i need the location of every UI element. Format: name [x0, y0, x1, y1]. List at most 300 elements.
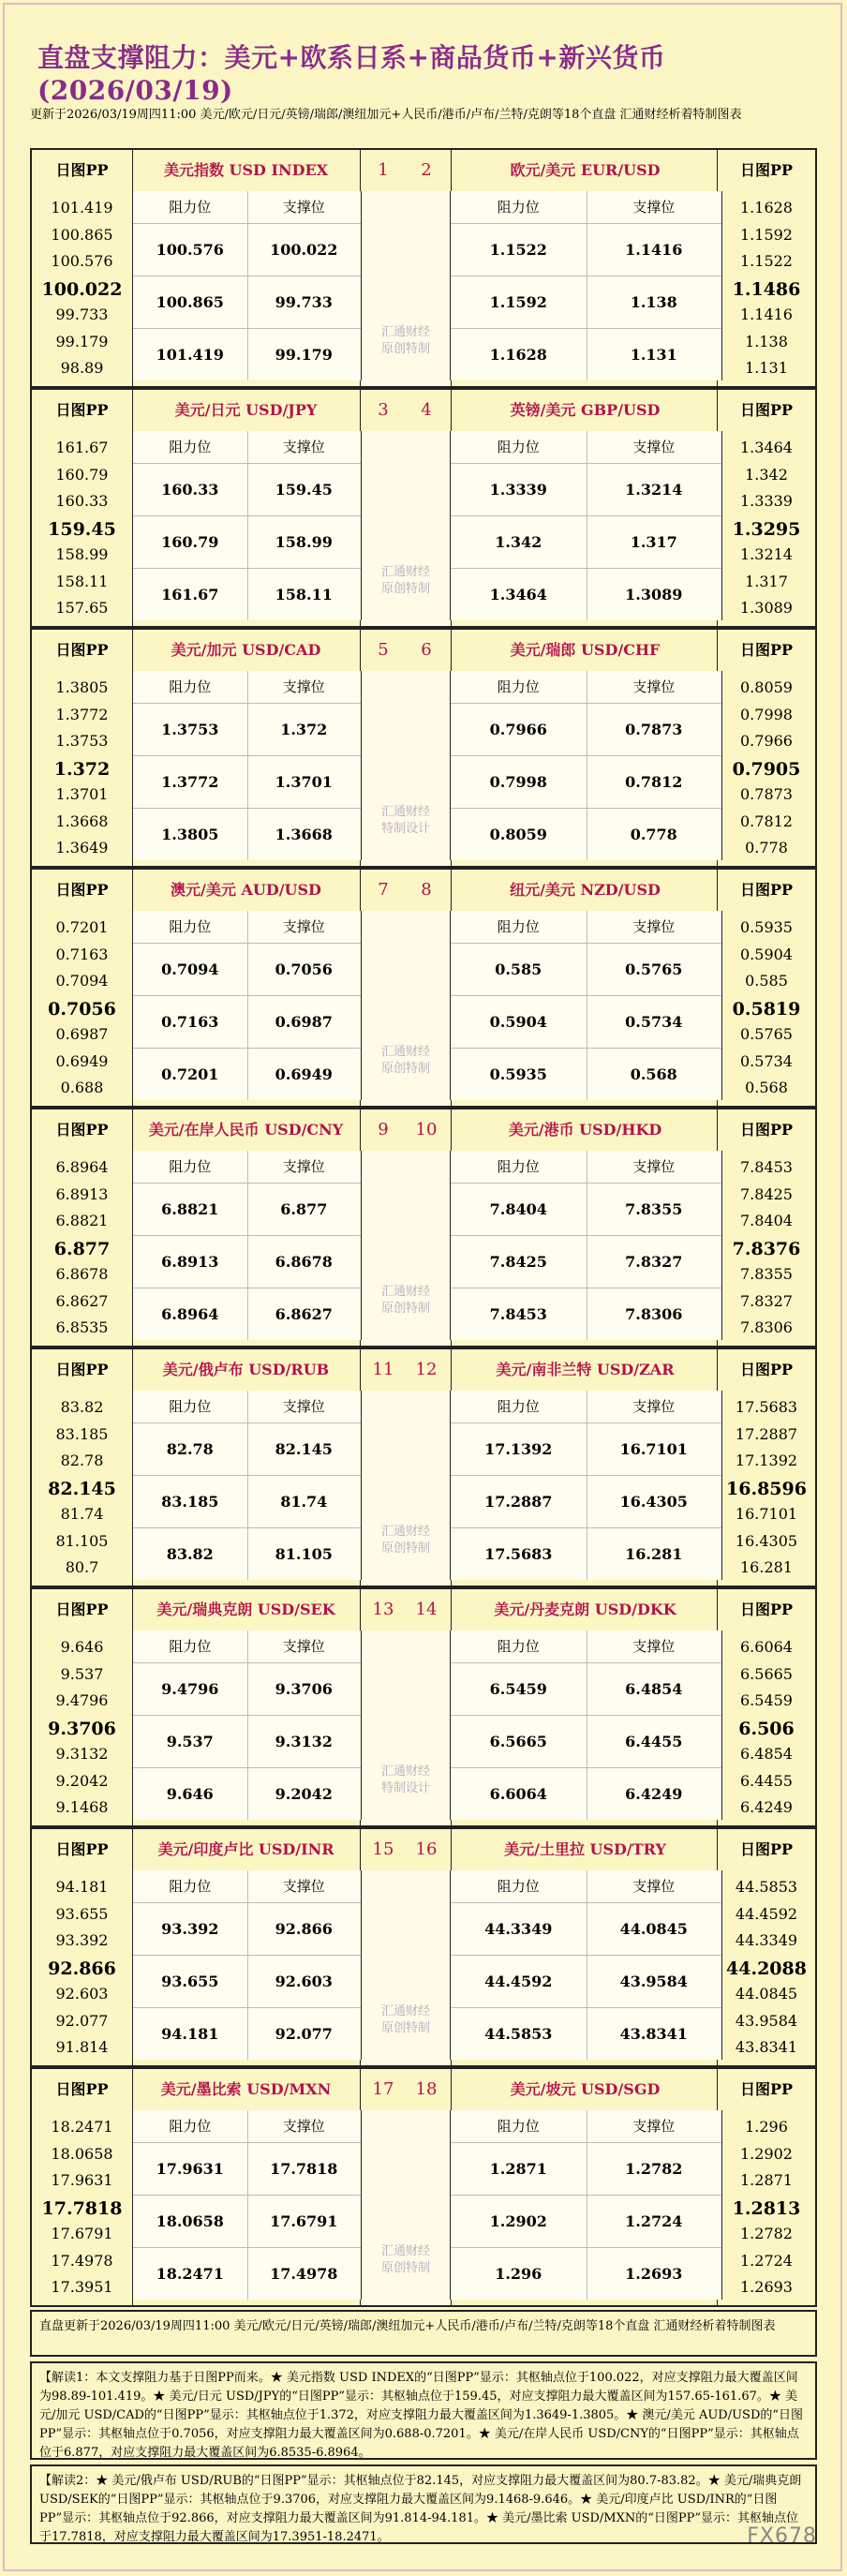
interpretation-2-text: 【解读2：★ 美元/俄卢布 USD/RUB的“日图PP”显示：其枢轴点位于82.145，对应支撑阻力最大覆盖区间为80.7-83.82。★ 美元/瑞典克朗 USD/SEK的“日图PP”显示：其枢轴点位于9.3706，对应支撑阻力最大覆盖区间为9.1468-9.646。★ 美元/印度卢比 USD/INR的“日图PP”显示：其枢轴点位于92.866，对应支撑阻力最大覆盖区间为91.814-94.181。★ 美元/墨比索 USD/MXN的“日图PP”显示：其枢轴点位于17.7818，对应支撑阻力最大覆盖区间为17.3951-18.2471。: [39, 2474, 802, 2544]
pair-name: 纽元/美元 NZD/USD: [510, 881, 661, 899]
resistance-header: 阻力位: [451, 191, 587, 224]
levels-table: [132, 431, 362, 620]
pair-number: 1: [378, 160, 389, 180]
pp-level-value: 82.78: [60, 1452, 104, 1469]
resistance-header: 阻力位: [133, 1151, 247, 1184]
pair-number: 10: [415, 1120, 438, 1139]
pair-name: 美元/瑞典克朗 USD/SEK: [156, 1601, 335, 1618]
resistance-value: 6.8913: [133, 1235, 247, 1288]
support-header: 支撑位: [587, 431, 722, 464]
pp-level-value: 160.33: [55, 492, 109, 510]
pp-column: [32, 1109, 133, 1346]
pair-name: 英镑/美元 GBP/USD: [510, 401, 661, 419]
pp-column: [32, 1829, 133, 2065]
pp-header: 日图PP: [55, 1601, 109, 1618]
pp-level-value: 158.99: [55, 545, 109, 563]
resistance-value: 0.5935: [451, 1048, 587, 1101]
pp-level-value: 1.2782: [740, 2225, 793, 2242]
pp-level-value: 16.7101: [735, 1505, 798, 1523]
resistance-header: 阻力位: [133, 671, 247, 704]
support-value: 1.131: [587, 328, 722, 381]
watermark-text: 原创特制: [380, 1541, 430, 1556]
interpretation-1-text: 【解读1：本文支撑阻力基于日图PP而来。★ 美元指数 USD INDEX的“日图PP”显示：其枢轴点位于100.022，对应支撑阻力最大覆盖区间为98.89-101.419。★ 美元/日元 USD/JPY的“日图PP”显示：其枢轴点位于159.45，对应支撑阻力最大覆盖区间为157.65-161.67。★ 美元/加元 USD/CAD的“日图PP”显示：其枢轴点位于1.372，对应支撑阻力最大覆盖区间为1.3649-1.3805。★ 澳元/美元 AUD/USD的“日图PP”显示：其枢轴点位于0.7056，对应支撑阻力最大覆盖区间为0.688-0.7201。★ 美元/在岸人民币 USD/CNY的“日图PP”显示：其枢轴点位于6.877，对应支撑阻力最大覆盖区间为6.8535-6.8964。: [39, 2371, 804, 2460]
watermark-text: 汇通财经: [380, 565, 430, 579]
watermark-text: 原创特制: [380, 1302, 430, 1316]
resistance-header: 阻力位: [451, 2110, 587, 2143]
pp-level-value: 1.3753: [55, 732, 109, 750]
pp-level-value: 161.67: [55, 439, 109, 456]
pp-level-value: 1.3772: [55, 705, 109, 723]
pivot-point-value: 16.8596: [726, 1478, 807, 1499]
pivot-point-value: 1.3295: [732, 518, 801, 540]
resistance-value: 6.5665: [451, 1715, 587, 1768]
pair-number-column: [360, 870, 452, 1106]
pivot-point-value: 0.5819: [732, 998, 801, 1020]
pivot-point-value: 1.2813: [732, 2197, 801, 2219]
pair-number: 15: [372, 1839, 394, 1859]
pair-number-column: [360, 2069, 452, 2305]
pp-level-value: 0.688: [60, 1079, 104, 1096]
resistance-value: 1.1628: [451, 328, 587, 381]
pp-level-value: 0.7094: [55, 972, 109, 990]
watermark-text: 汇通财经: [380, 1045, 430, 1059]
support-header: 支撑位: [587, 2110, 722, 2143]
levels-table: [450, 431, 722, 620]
pp-column: [717, 870, 815, 1106]
resistance-value: 9.537: [133, 1715, 247, 1768]
pp-header: 日图PP: [55, 161, 109, 179]
support-value: 92.866: [247, 1902, 362, 1956]
pp-level-value: 1.3668: [55, 812, 109, 830]
pp-level-value: 9.2042: [55, 1771, 109, 1790]
pp-level-value: 100.865: [51, 225, 113, 244]
levels-table: [132, 671, 362, 860]
levels-table: [450, 1391, 722, 1580]
pair-group: [30, 1827, 817, 2067]
resistance-value: 93.392: [133, 1902, 247, 1956]
resistance-header: 阻力位: [451, 671, 587, 704]
pp-level-value: 7.8306: [740, 1318, 793, 1336]
levels-table: [132, 1151, 362, 1340]
support-value: 81.105: [247, 1527, 362, 1581]
pair-name: 美元/土里拉 USD/TRY: [504, 1840, 666, 1858]
pp-level-value: 1.3464: [740, 439, 793, 456]
pair-name: 美元/日元 USD/JPY: [174, 401, 318, 419]
pp-header: 日图PP: [55, 641, 109, 659]
pp-level-value: 9.4796: [55, 1691, 109, 1709]
pp-level-value: 18.0658: [51, 2144, 113, 2163]
pair-name: 美元/丹麦克朗 USD/DKK: [494, 1601, 676, 1618]
pp-column: [32, 390, 133, 626]
support-value: 6.8678: [247, 1235, 362, 1288]
pivot-point-value: 9.3706: [48, 1718, 116, 1739]
watermark-text: 原创特制: [380, 2261, 430, 2275]
pair-number-column: [360, 1829, 452, 2065]
resistance-value: 93.655: [133, 1955, 247, 2008]
pp-level-value: 17.9631: [51, 2171, 113, 2189]
pair-group: [30, 1108, 817, 1348]
pair-number-column: [360, 150, 452, 386]
support-header: 支撑位: [247, 911, 362, 944]
interpretation-2: [30, 2464, 817, 2544]
watermark-text: 汇通财经: [380, 1525, 430, 1539]
pp-level-value: 91.814: [55, 2038, 109, 2056]
support-value: 44.0845: [587, 1902, 722, 1956]
support-value: 9.2042: [247, 1767, 362, 1821]
resistance-value: 6.6064: [451, 1767, 587, 1821]
pivot-point-value: 159.45: [48, 518, 116, 540]
resistance-value: 7.8404: [451, 1183, 587, 1236]
support-value: 16.281: [587, 1527, 722, 1581]
resistance-value: 1.3805: [133, 808, 247, 861]
pp-level-value: 6.5459: [740, 1691, 793, 1709]
pp-level-value: 17.4978: [51, 2251, 113, 2270]
pp-level-value: 6.4854: [740, 1745, 793, 1763]
pp-column: [32, 2069, 133, 2305]
support-header: 支撑位: [587, 1870, 722, 1903]
resistance-value: 9.4796: [133, 1662, 247, 1716]
pp-header: 日图PP: [739, 1361, 794, 1378]
pair-name: 美元/瑞郎 USD/CHF: [510, 641, 661, 659]
pp-level-value: 6.6064: [740, 1638, 793, 1656]
resistance-value: 6.8821: [133, 1183, 247, 1236]
pp-level-value: 9.646: [60, 1638, 104, 1656]
support-header: 支撑位: [247, 1870, 362, 1903]
pair-number: 4: [421, 400, 432, 420]
pp-level-value: 44.5853: [735, 1878, 798, 1896]
levels-table: [132, 911, 362, 1100]
support-value: 0.5765: [587, 943, 722, 996]
pivot-point-value: 7.8376: [732, 1238, 801, 1259]
support-value: 0.5734: [587, 995, 722, 1049]
pp-level-value: 7.8453: [740, 1158, 793, 1176]
support-value: 158.11: [247, 568, 362, 621]
resistance-header: 阻力位: [133, 1870, 247, 1903]
pp-column: [717, 1589, 815, 1825]
support-header: 支撑位: [587, 191, 722, 224]
pp-level-value: 16.281: [740, 1558, 793, 1576]
pair-number: 9: [378, 1120, 389, 1139]
footer-update-text: 直盘更新于2026/03/19周四11:00 美元/欧元/日元/英镑/瑞郎/澳纽加元+人民币/港币/卢布/兰特/克朗等18个直盘 汇通财经析着特制图表: [39, 2319, 776, 2333]
pp-level-value: 83.82: [60, 1398, 104, 1416]
levels-table: [132, 2110, 362, 2300]
pair-number: 18: [415, 2079, 438, 2099]
pp-level-value: 92.077: [55, 2011, 109, 2030]
resistance-value: 0.7201: [133, 1048, 247, 1101]
pp-level-value: 1.1592: [740, 225, 793, 244]
resistance-value: 0.585: [451, 943, 587, 996]
watermark-text: 原创特制: [380, 582, 430, 596]
pivot-point-value: 82.145: [48, 1478, 116, 1499]
pp-level-value: 44.0845: [735, 1985, 798, 2003]
support-value: 17.6791: [247, 2195, 362, 2248]
support-value: 7.8306: [587, 1288, 722, 1341]
resistance-value: 7.8453: [451, 1288, 587, 1341]
resistance-header: 阻力位: [133, 431, 247, 464]
pp-level-value: 0.5904: [740, 945, 793, 963]
pp-level-value: 6.8535: [55, 1318, 109, 1336]
pair-name: 美元/在岸人民币 USD/CNY: [148, 1121, 344, 1139]
resistance-header: 阻力位: [451, 1630, 587, 1663]
resistance-header: 阻力位: [133, 1630, 247, 1663]
pp-level-value: 1.2902: [740, 2144, 793, 2163]
resistance-value: 44.4592: [451, 1955, 587, 2008]
resistance-value: 1.1592: [451, 275, 587, 329]
pp-level-value: 81.105: [55, 1531, 109, 1550]
support-value: 1.2693: [587, 2247, 722, 2301]
pp-level-value: 7.8355: [740, 1265, 793, 1283]
pair-number: 11: [372, 1360, 394, 1379]
resistance-value: 1.1522: [451, 223, 587, 276]
pair-number: 16: [415, 1839, 438, 1859]
pivot-point-value: 100.022: [41, 278, 123, 300]
resistance-header: 阻力位: [133, 2110, 247, 2143]
support-value: 6.4249: [587, 1767, 722, 1821]
watermark-text: 原创特制: [380, 1062, 430, 1076]
resistance-value: 83.185: [133, 1475, 247, 1528]
pp-header: 日图PP: [739, 881, 794, 899]
pp-level-value: 1.1628: [740, 199, 793, 216]
pp-level-value: 81.74: [60, 1505, 104, 1523]
pair-name: 美元/墨比索 USD/MXN: [160, 2080, 332, 2098]
pp-level-value: 16.4305: [735, 1531, 798, 1550]
pair-number: 7: [378, 880, 389, 900]
resistance-value: 17.1392: [451, 1422, 587, 1476]
pp-level-value: 6.4249: [740, 1798, 793, 1816]
pp-level-value: 6.8964: [55, 1158, 109, 1176]
pair-group: [30, 628, 817, 868]
pp-column: [717, 150, 815, 386]
support-header: 支撑位: [587, 911, 722, 944]
support-value: 0.6949: [247, 1048, 362, 1101]
support-value: 7.8327: [587, 1235, 722, 1288]
pp-level-value: 1.3214: [740, 545, 793, 563]
pp-level-value: 17.1392: [735, 1452, 798, 1469]
pp-level-value: 9.3132: [55, 1745, 109, 1763]
pp-column: [717, 2069, 815, 2305]
levels-table: [132, 191, 362, 380]
pair-name: 澳元/美元 AUD/USD: [171, 881, 321, 899]
support-value: 0.568: [587, 1048, 722, 1101]
resistance-value: 18.2471: [133, 2247, 247, 2301]
pair-number: 6: [421, 640, 432, 660]
pp-level-value: 0.585: [745, 972, 788, 990]
pp-level-value: 0.7873: [740, 785, 793, 803]
pair-name: 美元/坡元 USD/SGD: [510, 2080, 661, 2098]
support-value: 99.179: [247, 328, 362, 381]
pair-group: [30, 868, 817, 1108]
resistance-value: 161.67: [133, 568, 247, 621]
pp-level-value: 160.79: [55, 465, 109, 484]
watermark-text: 汇通财经: [380, 325, 430, 339]
pp-level-value: 99.179: [55, 332, 109, 350]
watermark-text: 原创特制: [380, 2021, 430, 2035]
pp-level-value: 101.419: [51, 199, 113, 216]
support-value: 82.145: [247, 1422, 362, 1476]
pp-column: [32, 1349, 133, 1586]
pp-header: 日图PP: [55, 401, 109, 419]
support-value: 9.3706: [247, 1662, 362, 1716]
pair-name: 美元/加元 USD/CAD: [171, 641, 321, 659]
footer-update: [30, 2310, 817, 2357]
support-value: 6.4854: [587, 1662, 722, 1716]
levels-table: [450, 1870, 722, 2060]
pair-group: [30, 148, 817, 388]
support-header: 支撑位: [247, 1151, 362, 1184]
pair-name: 美元/印度卢比 USD/INR: [157, 1840, 334, 1858]
resistance-value: 1.3464: [451, 568, 587, 621]
resistance-value: 82.78: [133, 1422, 247, 1476]
resistance-value: 1.3339: [451, 463, 587, 516]
resistance-value: 0.8059: [451, 808, 587, 861]
resistance-value: 0.5904: [451, 995, 587, 1049]
support-value: 1.317: [587, 515, 722, 569]
pair-number: 14: [415, 1600, 438, 1619]
pair-number-column: [360, 390, 452, 626]
support-value: 99.733: [247, 275, 362, 329]
pp-level-value: 100.576: [51, 252, 113, 270]
pp-level-value: 18.2471: [51, 2118, 113, 2136]
pp-header: 日图PP: [55, 1840, 109, 1858]
resistance-header: 阻力位: [451, 1391, 587, 1423]
pp-level-value: 0.7812: [740, 812, 793, 830]
support-value: 1.1416: [587, 223, 722, 276]
support-value: 6.8627: [247, 1288, 362, 1341]
pp-level-value: 0.7163: [55, 945, 109, 963]
pp-level-value: 1.138: [745, 332, 788, 350]
pp-level-value: 92.603: [55, 1985, 109, 2003]
pair-number: 13: [372, 1600, 394, 1619]
pp-column: [32, 1589, 133, 1825]
interpretation-1: [30, 2361, 817, 2460]
resistance-value: 0.7998: [451, 755, 587, 809]
pp-level-value: 0.5734: [740, 1051, 793, 1070]
levels-table: [132, 1870, 362, 2060]
pivot-point-value: 17.7818: [41, 2197, 123, 2219]
support-value: 92.603: [247, 1955, 362, 2008]
support-value: 1.2724: [587, 2195, 722, 2248]
resistance-value: 160.33: [133, 463, 247, 516]
resistance-value: 160.79: [133, 515, 247, 569]
pp-level-value: 94.181: [55, 1878, 109, 1896]
pp-level-value: 83.185: [55, 1424, 109, 1443]
resistance-value: 101.419: [133, 328, 247, 381]
watermark-text: 特制设计: [380, 822, 430, 836]
levels-table: [450, 1630, 722, 1820]
pivot-point-value: 0.7056: [48, 998, 116, 1020]
pp-header: 日图PP: [739, 401, 794, 419]
support-header: 支撑位: [587, 1151, 722, 1184]
resistance-value: 6.8964: [133, 1288, 247, 1341]
update-note: 更新于2026/03/19周四11:00 美元/欧元/日元/英镑/瑞郎/澳纽加元+人民币/港币/卢布/兰特/克朗等18个直盘 汇通财经析着特制图表: [30, 108, 742, 122]
support-value: 6.4455: [587, 1715, 722, 1768]
resistance-value: 17.5683: [451, 1527, 587, 1581]
resistance-header: 阻力位: [451, 431, 587, 464]
pp-level-value: 0.6987: [55, 1025, 109, 1043]
pair-group: [30, 388, 817, 628]
pair-number-column: [360, 630, 452, 866]
resistance-header: 阻力位: [133, 911, 247, 944]
support-header: 支撑位: [247, 2110, 362, 2143]
pp-level-value: 6.8821: [55, 1212, 109, 1229]
resistance-header: 阻力位: [133, 1391, 247, 1423]
pair-group: [30, 1348, 817, 1587]
pair-name: 美元/南非兰特 USD/ZAR: [496, 1361, 675, 1378]
pair-number: 17: [372, 2079, 394, 2099]
support-value: 7.8355: [587, 1183, 722, 1236]
pp-header: 日图PP: [55, 881, 109, 899]
resistance-value: 1.342: [451, 515, 587, 569]
resistance-value: 0.7163: [133, 995, 247, 1049]
support-value: 1.3089: [587, 568, 722, 621]
watermark-text: 汇通财经: [380, 1285, 430, 1299]
resistance-value: 17.2887: [451, 1475, 587, 1528]
pp-column: [717, 1829, 815, 2065]
support-value: 16.7101: [587, 1422, 722, 1476]
pp-level-value: 99.733: [55, 305, 109, 323]
support-value: 17.4978: [247, 2247, 362, 2301]
pp-column: [32, 870, 133, 1106]
pair-name: 美元/俄卢布 USD/RUB: [162, 1361, 330, 1378]
support-value: 81.74: [247, 1475, 362, 1528]
pp-level-value: 1.3339: [740, 492, 793, 510]
pp-level-value: 1.1416: [740, 305, 793, 323]
support-header: 支撑位: [247, 1391, 362, 1423]
pair-number: 12: [415, 1360, 438, 1379]
watermark-text: 特制设计: [380, 1781, 430, 1795]
pair-group: [30, 1587, 817, 1827]
pp-level-value: 0.6949: [55, 1051, 109, 1070]
support-value: 16.4305: [587, 1475, 722, 1528]
support-value: 0.778: [587, 808, 722, 861]
pp-level-value: 80.7: [65, 1558, 99, 1576]
pp-header: 日图PP: [739, 641, 794, 659]
pair-number-column: [360, 1349, 452, 1586]
resistance-value: 1.3772: [133, 755, 247, 809]
pp-level-value: 6.8913: [55, 1184, 109, 1203]
levels-table: [450, 1151, 722, 1340]
pp-level-value: 17.5683: [735, 1398, 798, 1416]
pp-level-value: 0.5935: [740, 918, 793, 936]
pp-level-value: 1.3089: [740, 599, 793, 617]
pp-level-value: 1.342: [745, 465, 788, 484]
pair-name: 美元指数 USD INDEX: [163, 161, 329, 179]
pp-level-value: 43.9584: [735, 2011, 798, 2030]
pp-level-value: 93.655: [55, 1904, 109, 1923]
levels-table: [132, 1391, 362, 1580]
watermark-text: 汇通财经: [380, 2004, 430, 2018]
pp-level-value: 44.3349: [735, 1931, 798, 1949]
pp-level-value: 0.568: [745, 1079, 788, 1096]
watermark-text: 原创特制: [380, 342, 430, 356]
resistance-value: 18.0658: [133, 2195, 247, 2248]
support-value: 0.6987: [247, 995, 362, 1049]
pp-level-value: 98.89: [60, 359, 104, 377]
pair-group: [30, 2067, 817, 2307]
support-header: 支撑位: [247, 671, 362, 704]
pp-header: 日图PP: [739, 2080, 794, 2098]
resistance-value: 0.7094: [133, 943, 247, 996]
pp-level-value: 44.4592: [735, 1904, 798, 1923]
pp-column: [717, 630, 815, 866]
support-value: 0.7056: [247, 943, 362, 996]
pp-column: [32, 630, 133, 866]
support-header: 支撑位: [587, 1630, 722, 1663]
pp-level-value: 1.131: [745, 359, 788, 377]
resistance-value: 17.9631: [133, 2142, 247, 2196]
pp-level-value: 43.8341: [735, 2038, 798, 2056]
pp-level-value: 7.8404: [740, 1212, 793, 1229]
